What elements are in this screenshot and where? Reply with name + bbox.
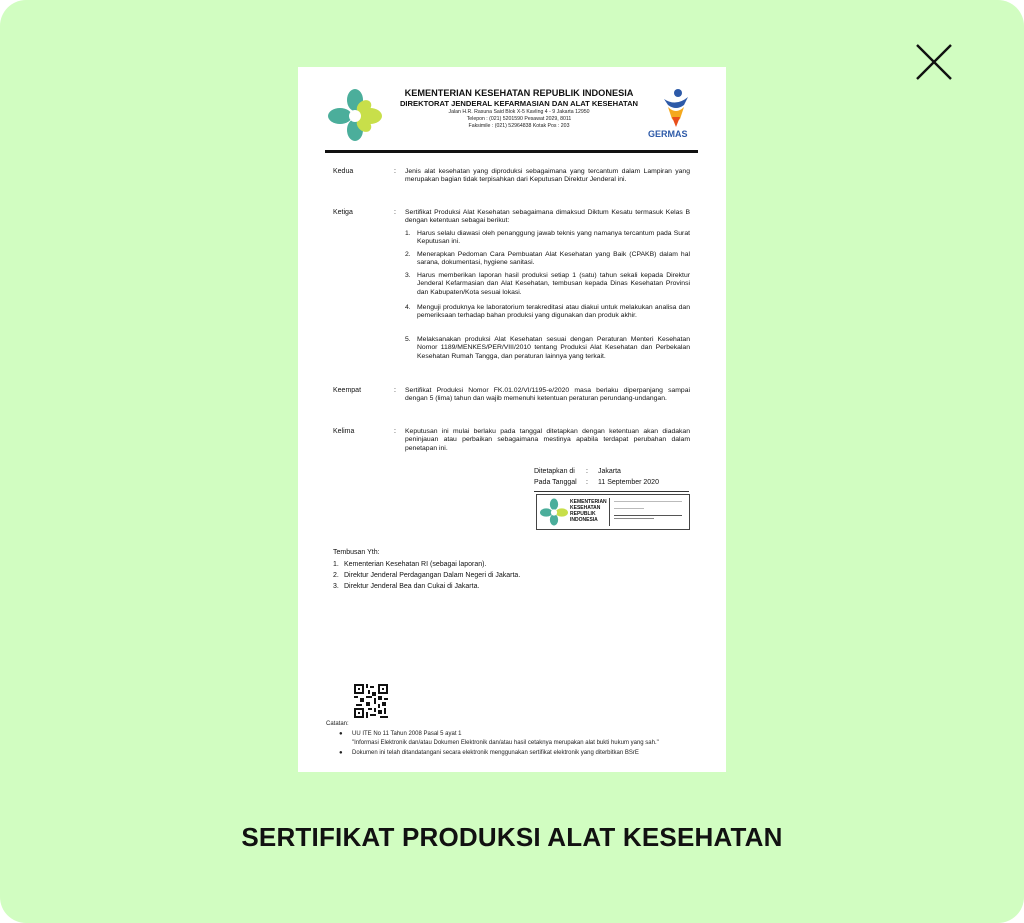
letterhead-title: KEMENTERIAN KESEHATAN REPUBLIK INDONESIA <box>404 88 634 98</box>
list-item-text: Harus memberikan laporan hasil produksi setiap 1 (satu) tahun sekali kepada Direktur Jenderal Kefarmasian dan Alat Kesehatan, tembusan kepada Dinas Kesehatan Provinsi dan Kabupaten/Kota sesuai lokasi. <box>417 272 690 296</box>
signature-rule <box>534 491 689 492</box>
date-value: 11 September 2020 <box>598 479 659 486</box>
stamp-org-line: INDONESIA <box>570 517 598 523</box>
letterhead-fax: Faksimile : (021) 52964838 Kotak Pos : 203 <box>468 123 570 129</box>
section-text-kelima: Keputusan ini mulai berlaku pada tanggal ditetapkan dengan ketentuan akan diadakan peninjauan atau perbaikan sebagaimana mestinya apabila terdapat perubahan dalam penetapan ini. <box>405 428 690 452</box>
place-colon: : <box>586 468 588 475</box>
list-item-number: 3. <box>333 583 339 590</box>
list-item-text: Menerapkan Pedoman Cara Pembuatan Alat Kesehatan yang Baik (CPAKB) dalam hal sarana, dokumentasi, hygiene sanitasi. <box>417 251 690 267</box>
section-text-keempat: Sertifikat Produksi Nomor FK.01.02/VI/1195-e/2020 masa berlaku diperpanjang sampai dengan 5 (lima) tahun dan wajib memenuhi ketentuan peraturan perundang-undangan. <box>405 387 690 403</box>
section-colon: : <box>394 387 396 394</box>
note-item-quote: "Informasi Elektronik dan/atau Dokumen Elektronik dan/atau hasil cetaknya merupakan alat bukti hukum yang sah." <box>352 740 659 746</box>
list-item-number: 1. <box>405 230 411 237</box>
letterhead-address: Jalan H.R. Rasuna Said Blok X-5 Kavling 4 - 9 Jakarta 12950 <box>448 109 590 115</box>
bullet-icon: ● <box>339 731 343 737</box>
place-value: Jakarta <box>598 468 621 475</box>
section-intro-ketiga: Sertifikat Produksi Alat Kesehatan sebagaimana dimaksud Diktum Kesatu termasuk Kelas B dengan ketentuan sebagai berikut: <box>405 209 690 225</box>
date-colon: : <box>586 479 588 486</box>
list-item-number: 2. <box>333 572 339 579</box>
stamp-org-line: KEMENTERIAN <box>570 499 607 505</box>
kemenkes-logo <box>328 89 382 141</box>
note-item: Dokumen ini telah ditandatangani secara elektronik menggunakan sertifikat elektronik yang diterbitkan BSrE <box>352 750 639 756</box>
section-label-kedua: Kedua <box>333 168 354 175</box>
list-item-text: Direktur Jenderal Bea dan Cukai di Jakarta. <box>344 583 480 590</box>
qr-code-icon <box>354 684 388 718</box>
list-item-number: 4. <box>405 304 411 311</box>
stamp-org-line: KESEHATAN <box>570 505 601 511</box>
letterhead-phone: Telepon : (021) 5201590 Pesawat 2029, 8011 <box>466 116 572 122</box>
list-item-number: 1. <box>333 561 339 568</box>
germas-logo-icon <box>654 87 694 127</box>
section-colon: : <box>394 209 396 216</box>
place-label: Ditetapkan di <box>534 468 575 475</box>
list-item-number: 2. <box>405 251 411 258</box>
list-item-text: Harus selalu diawasi oleh penanggung jawab teknis yang namanya tercantum pada Surat Keputusan ini. <box>417 230 690 246</box>
electronic-signature-stamp <box>536 494 690 530</box>
document-caption: SERTIFIKAT PRODUKSI ALAT KESEHATAN <box>241 822 783 852</box>
letterhead-divider <box>325 150 698 153</box>
list-item-text: Kementerian Kesehatan RI (sebagai laporan). <box>344 561 487 568</box>
tembusan-heading: Tembusan Yth: <box>333 549 380 556</box>
section-text-kedua: Jenis alat kesehatan yang diproduksi sebagaimana yang tercantum dalam Lampiran yang merupakan bagian tidak terpisahkan dari Keputusan Direktur Jenderal ini. <box>405 168 690 184</box>
stamp-signer-info <box>609 498 686 526</box>
note-item: UU ITE No 11 Tahun 2008 Pasal 5 ayat 1 <box>352 731 462 737</box>
notes-heading: Catatan: <box>326 721 349 727</box>
list-item-text: Melaksanakan produksi Alat Kesehatan sesuai dengan Peraturan Menteri Kesehatan Nomor 1189/MENKES/PER/VIII/2010 tentang Produksi Alat Kesehatan dan Perbekalan Kesehatan Rumah Tangga, dan peraturan lainnya yang terkait. <box>417 336 690 360</box>
kemenkes-stamp-logo <box>540 498 568 526</box>
close-icon[interactable] <box>914 42 954 82</box>
date-label: Pada Tanggal <box>534 479 577 486</box>
certificate-document <box>298 67 726 772</box>
bullet-icon: ● <box>339 750 343 756</box>
list-item-number: 5. <box>405 336 411 343</box>
letterhead-subtitle: DIREKTORAT JENDERAL KEFARMASIAN DAN ALAT KESEHATAN <box>399 99 639 108</box>
section-colon: : <box>394 168 396 175</box>
germas-label: GERMAS <box>648 129 688 139</box>
section-label-kelima: Kelima <box>333 428 355 435</box>
section-label-ketiga: Ketiga <box>333 209 353 216</box>
list-item-number: 3. <box>405 272 411 279</box>
list-item-text: Direktur Jenderal Perdagangan Dalam Negeri di Jakarta. <box>344 572 521 579</box>
section-colon: : <box>394 428 396 435</box>
list-item-text: Menguji produknya ke laboratorium terakreditasi atau diakui untuk melakukan analisa dan pemeriksaan terhadap bahan produksi yang digunakan dan produk akhir. <box>417 304 690 320</box>
stamp-org-line: REPUBLIK <box>570 511 596 517</box>
section-label-keempat: Keempat <box>333 387 362 394</box>
